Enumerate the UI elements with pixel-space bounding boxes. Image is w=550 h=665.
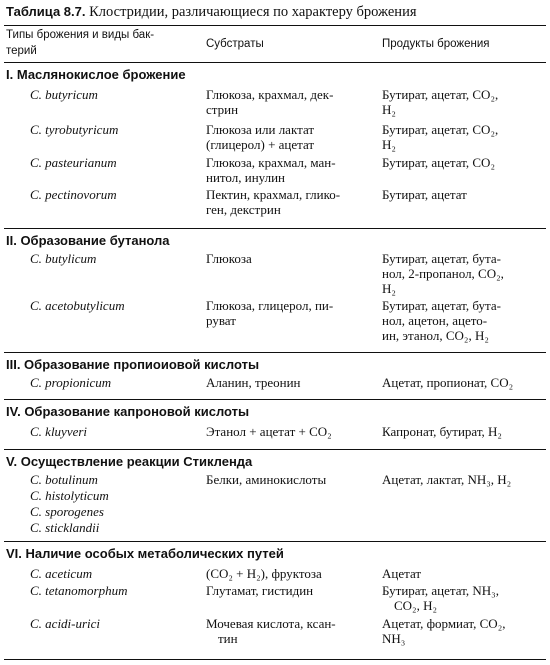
header-col-substrates: Субстраты (206, 38, 264, 50)
substrate-line: Аланин, треонин (206, 375, 301, 390)
products-cell (382, 424, 546, 439)
products-cell (382, 566, 546, 581)
products-line: Бутират, ацетат, бута- (382, 251, 501, 266)
group-title: V. Осуществление реакции Стикленда (6, 454, 253, 469)
table-caption (6, 3, 546, 21)
products-line: Бутират, ацетат (382, 187, 467, 202)
products-cell (382, 583, 546, 613)
group-title: II. Образование бутанола (6, 233, 170, 248)
products-cell (382, 616, 546, 646)
organism-name: C. propionicum (30, 375, 112, 390)
substrate-cell (206, 155, 368, 185)
substrate-cell (206, 87, 368, 117)
substrate-line: Глюкоза или лактат (206, 122, 315, 137)
substrate-cell (206, 583, 368, 598)
substrate-line: нитол, инулин (206, 170, 285, 185)
substrate-cell (206, 566, 368, 581)
products-cell (382, 122, 546, 152)
substrate-cell (206, 298, 368, 328)
substrate-line: руват (206, 313, 236, 328)
products-line: ин, этанол, CO₂, H₂ (382, 328, 489, 343)
substrate-line: тин (218, 631, 238, 646)
table-caption-label: Таблица 8.7. (6, 4, 86, 19)
substrate-line: Глюкоза, крахмал, дек- (206, 87, 334, 102)
products-line: H₂ (382, 102, 396, 117)
substrate-cell (206, 251, 368, 266)
products-line: Бутират, ацетат, CO₂, (382, 122, 499, 137)
organism-name: C. sporogenes (30, 504, 104, 519)
header-rule (4, 62, 546, 63)
substrate-line: Глюкоза, крахмал, ман- (206, 155, 336, 170)
organism-name: C. histolyticum (30, 488, 109, 503)
products-line: NH₃ (382, 631, 406, 646)
header-col-types (6, 27, 154, 59)
header-col-types-line2: терий (6, 45, 37, 57)
substrate-line: Белки, аминокислоты (206, 472, 327, 487)
substrate-cell (206, 375, 368, 390)
products-line: Ацетат, пропионат, CO₂ (382, 375, 514, 390)
substrate-line: (глицерол) + ацетат (206, 137, 315, 152)
organism-name: C. sticklandii (30, 520, 100, 535)
substrate-cell (206, 616, 368, 646)
substrate-line: Мочевая кислота, ксан- (206, 616, 336, 631)
products-cell (382, 87, 546, 117)
organism-name: C. aceticum (30, 566, 93, 581)
substrate-line: стрин (206, 102, 239, 117)
header-col-products: Продукты брожения (382, 38, 490, 50)
organism-name: C. tyrobutyricum (30, 122, 119, 137)
organism-name: C. pectinovorum (30, 187, 117, 202)
group-rule (4, 352, 546, 353)
group-rule (4, 399, 546, 400)
products-line: Бутират, ацетат, CO₂ (382, 155, 495, 170)
group-title: IV. Образование капроновой кислоты (6, 404, 250, 419)
products-cell (382, 375, 546, 390)
substrate-line: ген, декстрин (206, 202, 281, 217)
products-line: H₂ (382, 137, 396, 152)
products-line: Бутират, ацетат, CO₂, (382, 87, 499, 102)
products-cell (382, 187, 546, 202)
organism-name: C. butyricum (30, 87, 98, 102)
substrate-cell (206, 122, 368, 152)
products-line: Бутират, ацетат, NH₃, (382, 583, 499, 598)
header-col-types-line1: Типы брожения и виды бак- (6, 29, 155, 41)
substrate-cell (206, 424, 368, 439)
substrate-line: Этанол + ацетат + CO₂ (206, 424, 332, 439)
group-title: III. Образование пропиоиовой кислоты (6, 357, 260, 372)
substrate-cell (206, 187, 368, 217)
products-line: Ацетат, лактат, NH₃, H₂ (382, 472, 512, 487)
organism-name: C. tetanomorphum (30, 583, 128, 598)
group-rule (4, 449, 546, 450)
products-line: Бутират, ацетат, бута- (382, 298, 501, 313)
products-line: CO₂, H₂ (394, 598, 438, 613)
products-line: Ацетат (382, 566, 422, 581)
substrate-line: Глюкоза (206, 251, 252, 266)
top-rule (4, 25, 546, 26)
organism-name: C. acidi-urici (30, 616, 101, 631)
substrate-line: Глюкоза, глицерол, пи- (206, 298, 334, 313)
organism-name: C. pasteurianum (30, 155, 117, 170)
bottom-rule (4, 659, 546, 660)
substrate-cell (206, 472, 368, 487)
group-rule (4, 541, 546, 542)
table-caption-text: Клостридии, различающиеся по характеру брожения (89, 4, 417, 20)
products-cell (382, 472, 546, 487)
products-cell (382, 251, 546, 296)
group-title: I. Маслянокислое брожение (6, 67, 186, 82)
organism-name: C. kluyveri (30, 424, 88, 439)
products-cell (382, 155, 546, 170)
organism-name: C. botulinum (30, 472, 98, 487)
organism-name: C. butylicum (30, 251, 97, 266)
products-line: Капронат, бутират, H₂ (382, 424, 502, 439)
products-line: Ацетат, формиат, CO₂, (382, 616, 506, 631)
group-rule (4, 228, 546, 229)
products-line: H₂ (382, 281, 396, 296)
group-title: VI. Наличие особых метаболических путей (6, 546, 284, 561)
substrate-line: Глутамат, гистидин (206, 583, 314, 598)
products-line: нол, ацетон, ацето- (382, 313, 488, 328)
substrate-line: Пектин, крахмал, глико- (206, 187, 341, 202)
products-line: нол, 2-пропанол, CO₂, (382, 266, 504, 281)
substrate-line: (CO₂ + H₂), фруктоза (206, 566, 322, 581)
products-cell (382, 298, 546, 343)
organism-name: C. acetobutylicum (30, 298, 125, 313)
